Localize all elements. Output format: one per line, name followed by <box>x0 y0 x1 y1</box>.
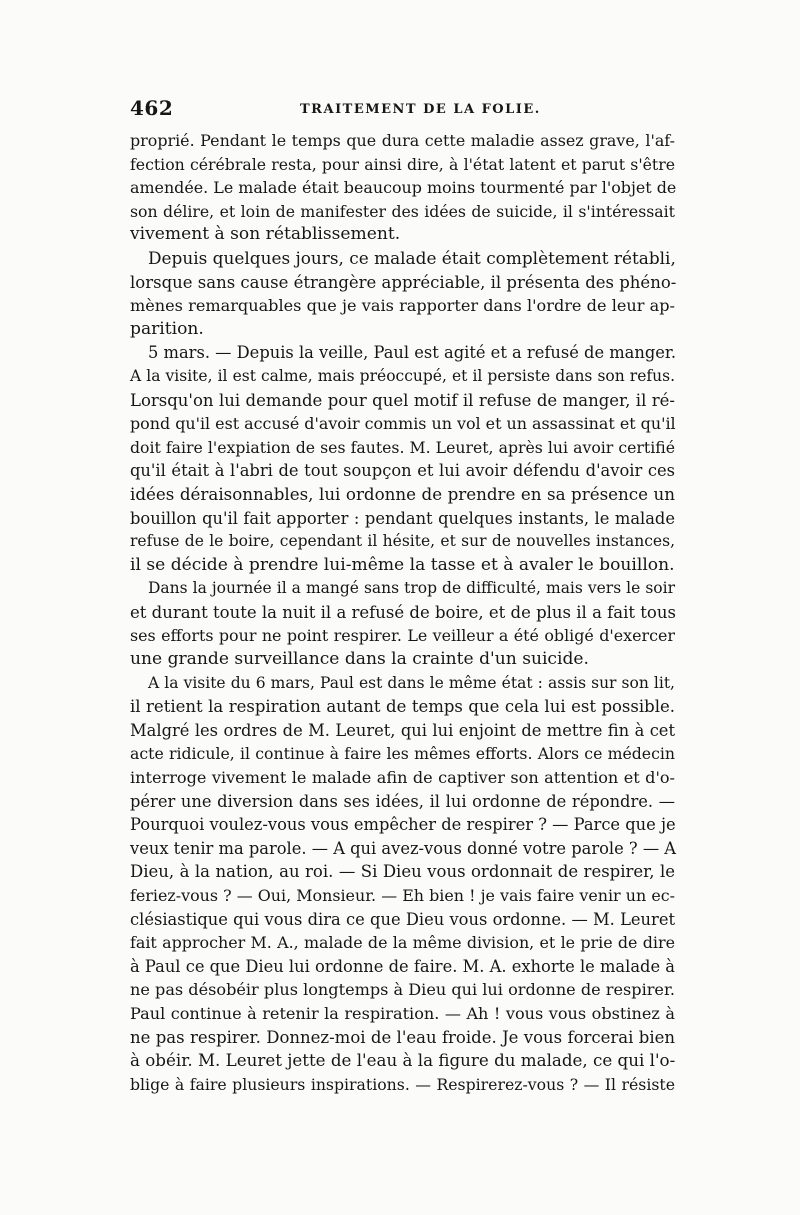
body-text <box>130 129 675 1096</box>
text-line: il retient la respiration autant de temps que cela lui est possible. <box>130 697 675 717</box>
text-line: Pourquoi voulez-vous vous empêcher de respirer ? — Parce que je <box>130 815 676 835</box>
text-line: à Paul ce que Dieu lui ordonne de faire. M. A. exhorte le malade à <box>130 956 675 976</box>
text-line: Malgré les ordres de M. Leuret, qui lui enjoint de mettre fin à cet <box>130 720 675 740</box>
text-line: à obéir. M. Leuret jette de l'eau à la figure du malade, ce qui l'o- <box>130 1050 676 1071</box>
book-page <box>130 96 675 1096</box>
text-line: vivement à son rétablissement. <box>130 224 401 245</box>
text-line: veux tenir ma parole. — A qui avez-vous donné votre parole ? — A <box>130 838 677 858</box>
text-line: A la visite du 6 mars, Paul est dans le même état : assis sur son lit, <box>148 673 675 692</box>
text-line: son délire, et loin de manifester des idées de suicide, il s'intéressait <box>130 201 675 221</box>
text-line: une grande surveillance dans la crainte d'un suicide. <box>130 649 589 670</box>
text-line: ne pas respirer. Donnez-moi de l'eau froide. Je vous forcerai bien <box>130 1027 675 1047</box>
text-line: ses efforts pour ne point respirer. Le veilleur a été obligé d'exercer <box>130 626 675 646</box>
text-line: A la visite, il est calme, mais préoccupé, et il persiste dans son refus. <box>130 366 675 385</box>
text-line: il se décide à prendre lui-même la tasse et à avaler le bouillon. <box>130 554 675 575</box>
text-line: Dieu, à la nation, au roi. — Si Dieu vous ordonnait de respirer, le <box>130 862 675 882</box>
text-line: pérer une diversion dans ses idées, il lui ordonne de répondre. — <box>130 791 675 811</box>
text-line: Paul continue à retenir la respiration. — Ah ! vous vous obstinez à <box>130 1003 675 1023</box>
text-line: feriez-vous ? — Oui, Monsieur. — Eh bien ! je vais faire venir un ec- <box>130 886 675 905</box>
text-line: Dans la journée il a mangé sans trop de difficulté, mais vers le soir <box>148 579 675 598</box>
text-line: acte ridicule, il continue à faire les mêmes efforts. Alors ce médecin <box>130 744 675 764</box>
text-line: doit faire l'expiation de ses fautes. M. Leuret, après lui avoir certifié <box>130 437 675 457</box>
text-line: parition. <box>130 318 204 339</box>
text-line: et durant toute la nuit il a refusé de boire, et de plus il a fait tous <box>130 602 676 622</box>
text-line: idées déraisonnables, lui ordonne de prendre en sa présence un <box>130 483 675 504</box>
text-line: proprié. Pendant le temps que dura cette maladie assez grave, l'af- <box>130 131 675 150</box>
text-line: ne pas désobéir plus longtemps à Dieu qui lui ordonne de respirer. <box>130 980 675 1000</box>
text-line: refuse de le boire, cependant il hésite, et sur de nouvelles instances, <box>130 532 675 551</box>
text-line: qu'il était à l'abri de tout soupçon et lui avoir défendu d'avoir ces <box>130 461 675 481</box>
text-line: blige à faire plusieurs inspirations. — Respirerez-vous ? — Il résiste <box>130 1074 675 1094</box>
text-line: mènes remarquables que je vais rapporter dans l'ordre de leur ap- <box>130 296 675 316</box>
running-head <box>130 96 675 126</box>
text-line: pond qu'il est accusé d'avoir commis un vol et un assassinat et qu'il <box>130 414 676 434</box>
text-line: Lorsqu'on lui demande pour quel motif il refuse de manger, il ré- <box>130 390 675 410</box>
text-line: interroge vivement le malade afin de captiver son attention et d'o- <box>130 768 675 788</box>
text-line: bouillon qu'il fait apporter : pendant quelques instants, le malade <box>130 508 675 528</box>
text-line: clésiastique qui vous dira ce que Dieu vous ordonne. — M. Leuret <box>130 909 675 929</box>
page-number: 462 <box>130 96 174 120</box>
text-line: amendée. Le malade était beaucoup moins tourmenté par l'objet de <box>130 178 677 198</box>
running-title: TRAITEMENT DE LA FOLIE. <box>300 102 541 117</box>
text-line: Depuis quelques jours, ce malade était complètement rétabli, <box>148 247 676 268</box>
text-line: 5 mars. — Depuis la veille, Paul est agité et a refusé de manger. <box>148 343 677 363</box>
text-line: fection cérébrale resta, pour ainsi dire, à l'état latent et parut s'être <box>130 154 675 174</box>
text-line: lorsque sans cause étrangère appréciable, il présenta des phéno- <box>130 272 677 292</box>
text-line: fait approcher M. A., malade de la même division, et le prie de dire <box>130 933 675 953</box>
